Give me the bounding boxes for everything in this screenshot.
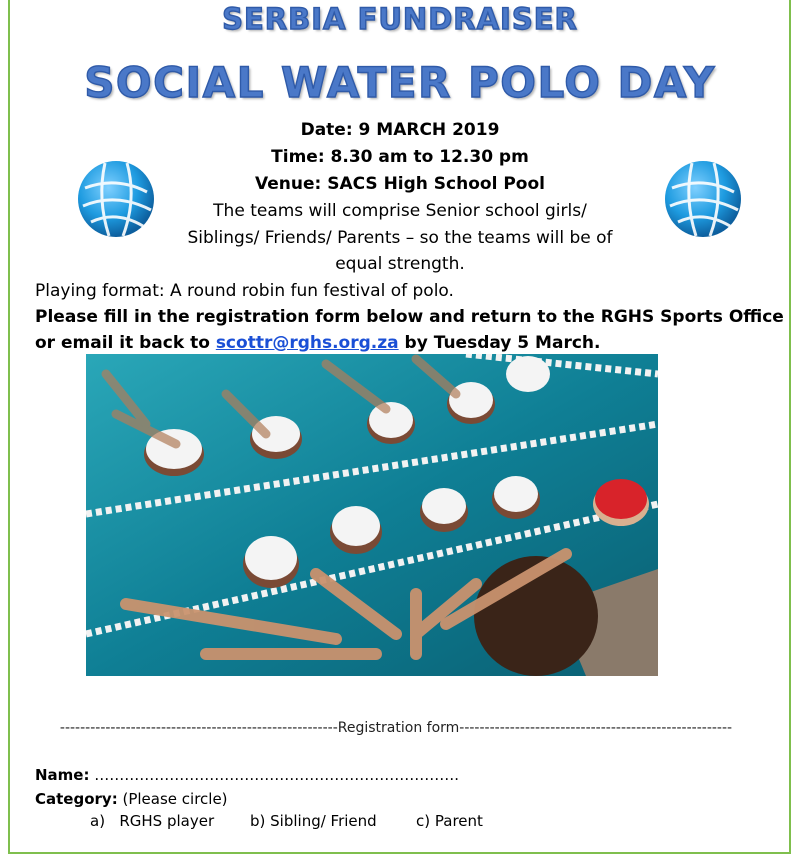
divider-left: -------------------------------------------------------	[59, 720, 338, 736]
name-field-row	[35, 766, 459, 784]
teams-description-1: The teams will comprise Senior school girls/	[213, 201, 587, 221]
option-label: RGHS player	[119, 812, 215, 830]
fundraiser-subtitle: SERBIA FUNDRAISER	[222, 2, 578, 36]
instruction-prefix: or email it back to	[35, 333, 216, 353]
category-option-a[interactable]	[90, 812, 214, 830]
event-time: Time: 8.30 am to 12.30 pm	[271, 147, 529, 167]
divider-right: ------------------------------------------------------	[459, 720, 733, 736]
event-venue: Venue: SACS High School Pool	[255, 174, 545, 194]
category-row	[35, 790, 228, 808]
instruction-suffix: by Tuesday 5 March.	[398, 333, 601, 353]
event-date: Date: 9 MARCH 2019	[300, 120, 500, 140]
option-label: Sibling/ Friend	[270, 812, 377, 830]
option-letter: a)	[90, 812, 106, 830]
option-label: Parent	[434, 812, 483, 830]
category-hint: (Please circle)	[122, 790, 228, 808]
category-label: Category:	[35, 790, 118, 808]
teams-description-3: equal strength.	[335, 254, 465, 274]
email-link[interactable]: scottr@rghs.org.za	[215, 333, 399, 353]
playing-format: Playing format: A round robin fun festival of polo.	[35, 281, 454, 301]
event-title: SOCIAL WATER POLO DAY	[84, 58, 716, 107]
category-option-b[interactable]	[250, 812, 377, 830]
option-letter: b)	[250, 812, 266, 830]
category-option-c[interactable]	[416, 812, 483, 830]
teams-description-2: Siblings/ Friends/ Parents – so the teams will be of	[187, 228, 613, 248]
instruction-line-1: Please fill in the registration form below and return to the RGHS Sports Office	[35, 307, 784, 327]
name-input-line[interactable]: ……………………………………………………………….	[94, 766, 460, 784]
option-letter: c)	[416, 812, 431, 830]
team-photo	[86, 354, 658, 676]
name-label: Name:	[35, 766, 90, 784]
instruction-line-2	[35, 333, 600, 353]
registration-divider	[38, 720, 754, 736]
registration-form-heading: Registration form	[337, 720, 460, 736]
